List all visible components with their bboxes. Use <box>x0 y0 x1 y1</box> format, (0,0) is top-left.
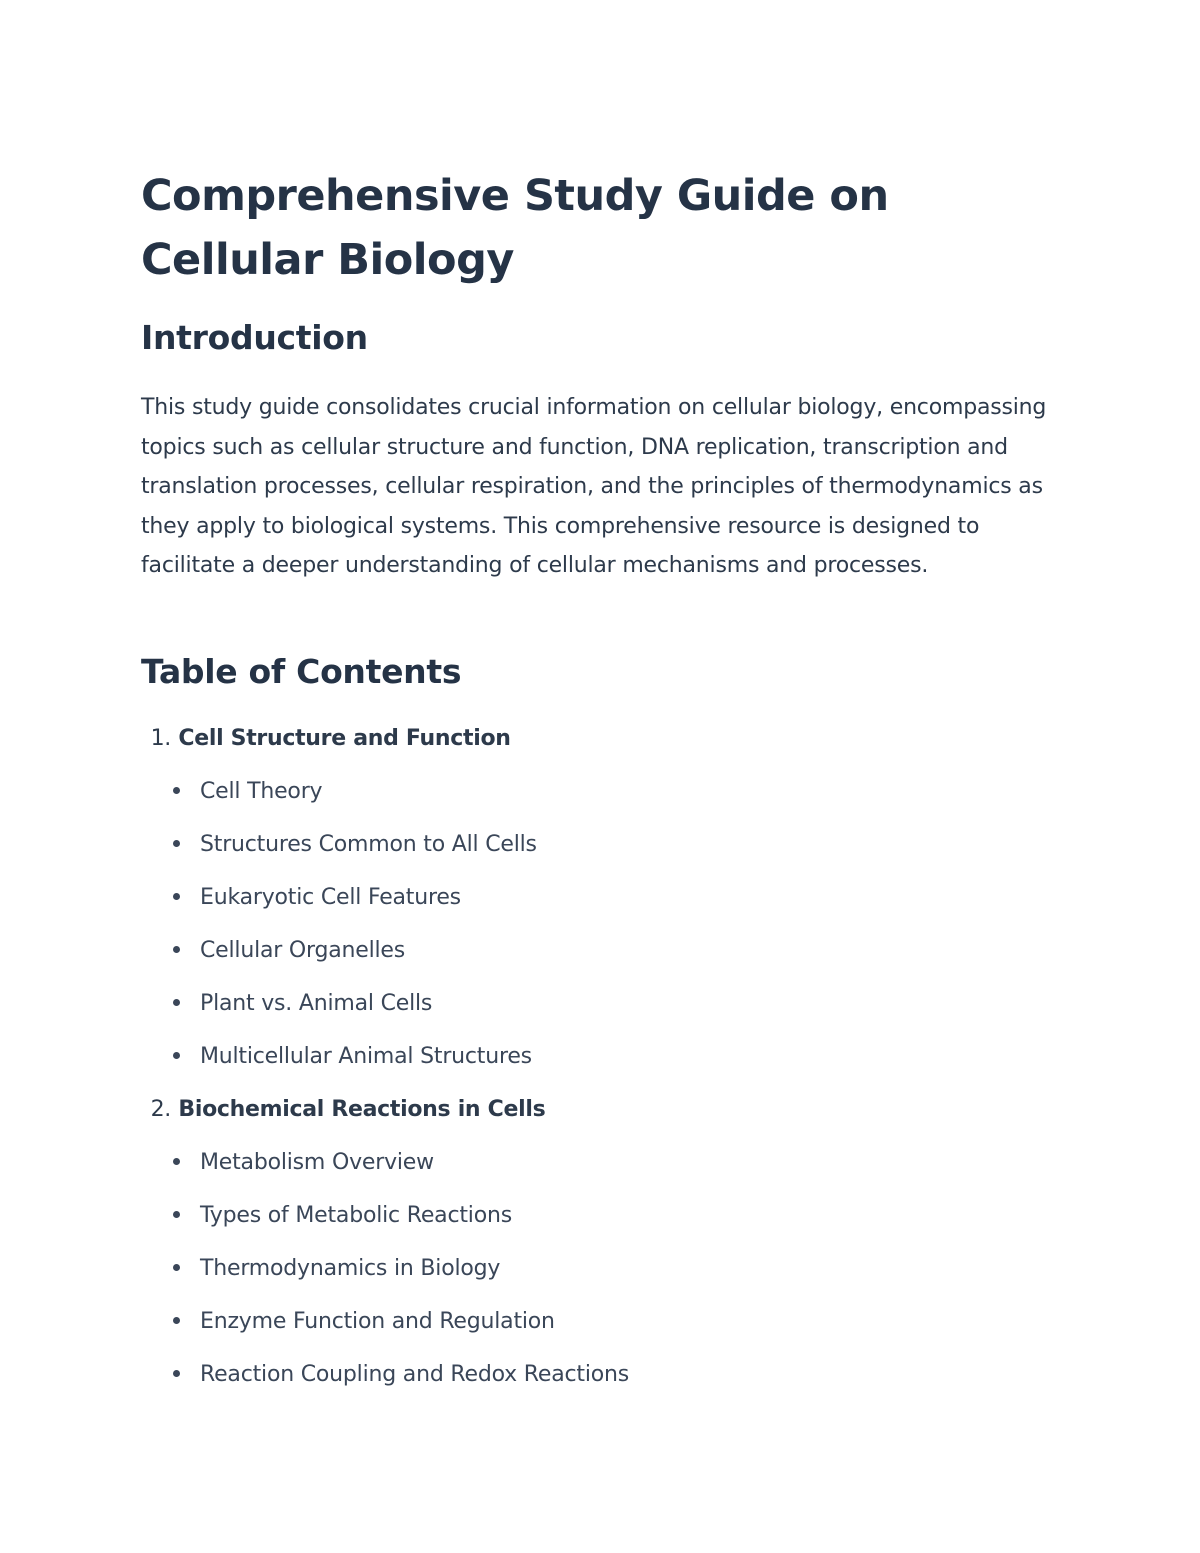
toc-section-label: Cell Structure and Function <box>178 726 511 751</box>
toc-section-cell-structure <box>141 723 1041 755</box>
toc-section-number: 1. <box>150 726 171 751</box>
bullet-icon <box>173 1370 180 1377</box>
bullet-icon <box>173 1317 180 1324</box>
toc-item-label: Cellular Organelles <box>200 938 406 963</box>
toc-item-label: Reaction Coupling and Redox Reactions <box>200 1362 629 1387</box>
toc-list-item <box>167 1359 1047 1391</box>
toc-item-label: Types of Metabolic Reactions <box>200 1203 512 1228</box>
toc-list-item <box>167 1253 1047 1285</box>
toc-item-label: Eukaryotic Cell Features <box>200 885 461 910</box>
toc-item-label: Multicellular Animal Structures <box>200 1044 532 1069</box>
toc-section-biochemical-reactions <box>141 1094 1041 1126</box>
toc-list-item <box>167 776 1047 808</box>
toc-list-item <box>167 1147 1047 1179</box>
toc-item-label: Thermodynamics in Biology <box>200 1256 501 1281</box>
toc-item-label: Plant vs. Animal Cells <box>200 991 433 1016</box>
table-of-contents-heading: Table of Contents <box>141 652 462 691</box>
document-title: Comprehensive Study Guide on Cellular Biology <box>141 171 889 285</box>
toc-item-label: Structures Common to All Cells <box>200 832 537 857</box>
toc-list-item <box>167 1200 1047 1232</box>
toc-item-label: Metabolism Overview <box>200 1150 434 1175</box>
toc-list-item <box>167 1306 1047 1338</box>
bullet-icon <box>173 840 180 847</box>
introduction-heading: Introduction <box>141 318 368 357</box>
bullet-icon <box>173 946 180 953</box>
bullet-icon <box>173 1264 180 1271</box>
toc-item-label: Cell Theory <box>200 779 323 804</box>
bullet-icon <box>173 999 180 1006</box>
introduction-paragraph: This study guide consolidates crucial information on cellular biology, encompassing topics such as cellular structure and function, DNA replication, transcription and translation processes, cellular respiration, and the principles of thermodynamics as they apply to biological systems. This comprehensive resource is designed to facilitate a deeper understanding of cellular mechanisms and processes. <box>141 395 1047 579</box>
bullet-icon <box>173 1211 180 1218</box>
bullet-icon <box>173 1158 180 1165</box>
toc-list-item <box>167 988 1047 1020</box>
bullet-icon <box>173 893 180 900</box>
toc-list-item <box>167 882 1047 914</box>
toc-list-item <box>167 1041 1047 1073</box>
toc-item-label: Enzyme Function and Regulation <box>200 1309 555 1334</box>
bullet-icon <box>173 1052 180 1059</box>
toc-list-item <box>167 935 1047 967</box>
bullet-icon <box>173 787 180 794</box>
toc-section-label: Biochemical Reactions in Cells <box>178 1097 546 1122</box>
toc-list-item <box>167 829 1047 861</box>
toc-section-number: 2. <box>150 1097 171 1122</box>
